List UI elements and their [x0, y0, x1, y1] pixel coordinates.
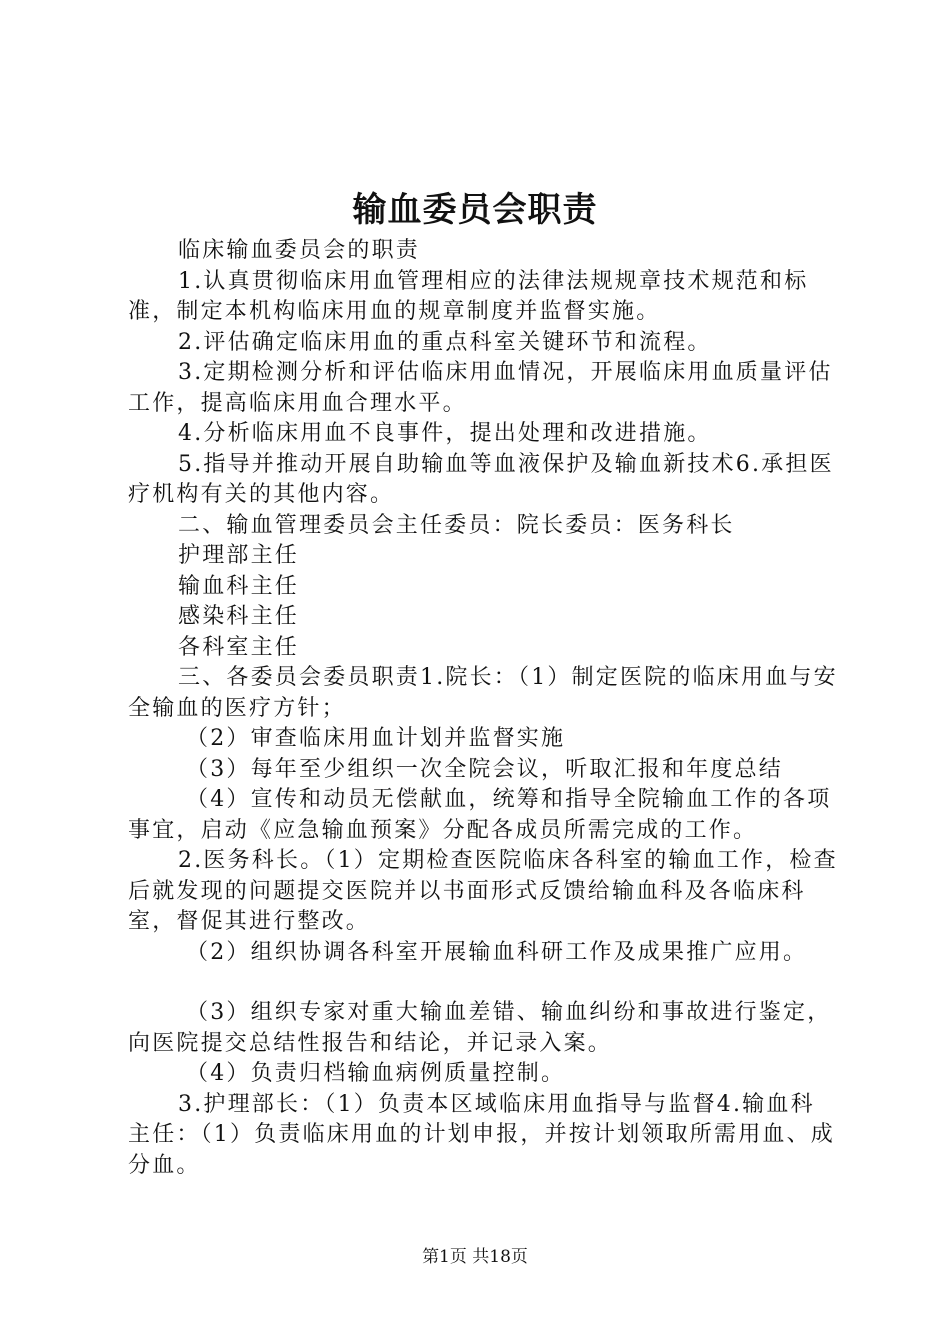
paragraph: 各科室主任 [178, 634, 300, 660]
paragraph: 4.分析临床用血不良事件，提出处理和改进措施。 [178, 421, 712, 446]
paragraph: （2）审查临床用血计划并监督实施 [186, 726, 566, 751]
document-body [128, 236, 838, 1181]
paragraph: （2）组织协调各科室开展输血科研工作及成果推广应用。 [186, 939, 808, 965]
document-title: 输血委员会职责 [352, 190, 598, 230]
paragraph: 二、输血管理委员会主任委员：院长委员：医务科长 [178, 512, 735, 538]
paragraph: 2.医务科长。（1）定期检查医院临床各科室的输血工作，检查后就发现的问题提交医院并以书面形式反馈给输血科及各临床科室，督促其进行整改。 [128, 848, 838, 934]
paragraph: 临床输血委员会的职责 [178, 238, 421, 263]
paragraph: 三、各委员会委员职责1.院长：（1）制定医院的临床用血与安全输血的医疗方针； [128, 665, 838, 721]
paragraph: （3）组织专家对重大输血差错、输血纠纷和事故进行鉴定，向医院提交总结性报告和结论，并记录入案。 [128, 1000, 832, 1056]
paragraph: 5.指导并推动开展自助输血等血液保护及输血新技术6.承担医疗机构有关的其他内容。 [128, 451, 834, 507]
paragraph: 感染科主任 [178, 604, 300, 629]
paragraph: （4）宣传和动员无偿献血，统筹和指导全院输血工作的各项事宜，启动《应急输血预案》分配各成员所需完成的工作。 [128, 787, 832, 843]
paragraph: 输血科主任 [178, 573, 300, 599]
paragraph: 2.评估确定临床用血的重点科室关键环节和流程。 [178, 329, 712, 355]
paragraph: （4）负责归档输血病例质量控制。 [186, 1061, 566, 1086]
page-footer: 第1页 共18页 [422, 1247, 528, 1267]
paragraph: 1.认真贯彻临床用血管理相应的法律法规规章技术规范和标准，制定本机构临床用血的规章制度并监督实施。 [128, 268, 809, 324]
paragraph: 3.护理部长：（1）负责本区域临床用血指导与监督4.输血科主任：（1）负责临床用血的计划申报，并按计划领取所需用血、成分血。 [128, 1091, 835, 1178]
paragraph: 护理部主任 [178, 543, 300, 568]
paragraph-gap [128, 968, 838, 998]
paragraph: （3）每年至少组织一次全院会议，听取汇报和年度总结 [186, 756, 783, 782]
paragraph: 3.定期检测分析和评估临床用血情况，开展临床用血质量评估工作，提高临床用血合理水平。 [128, 360, 833, 416]
